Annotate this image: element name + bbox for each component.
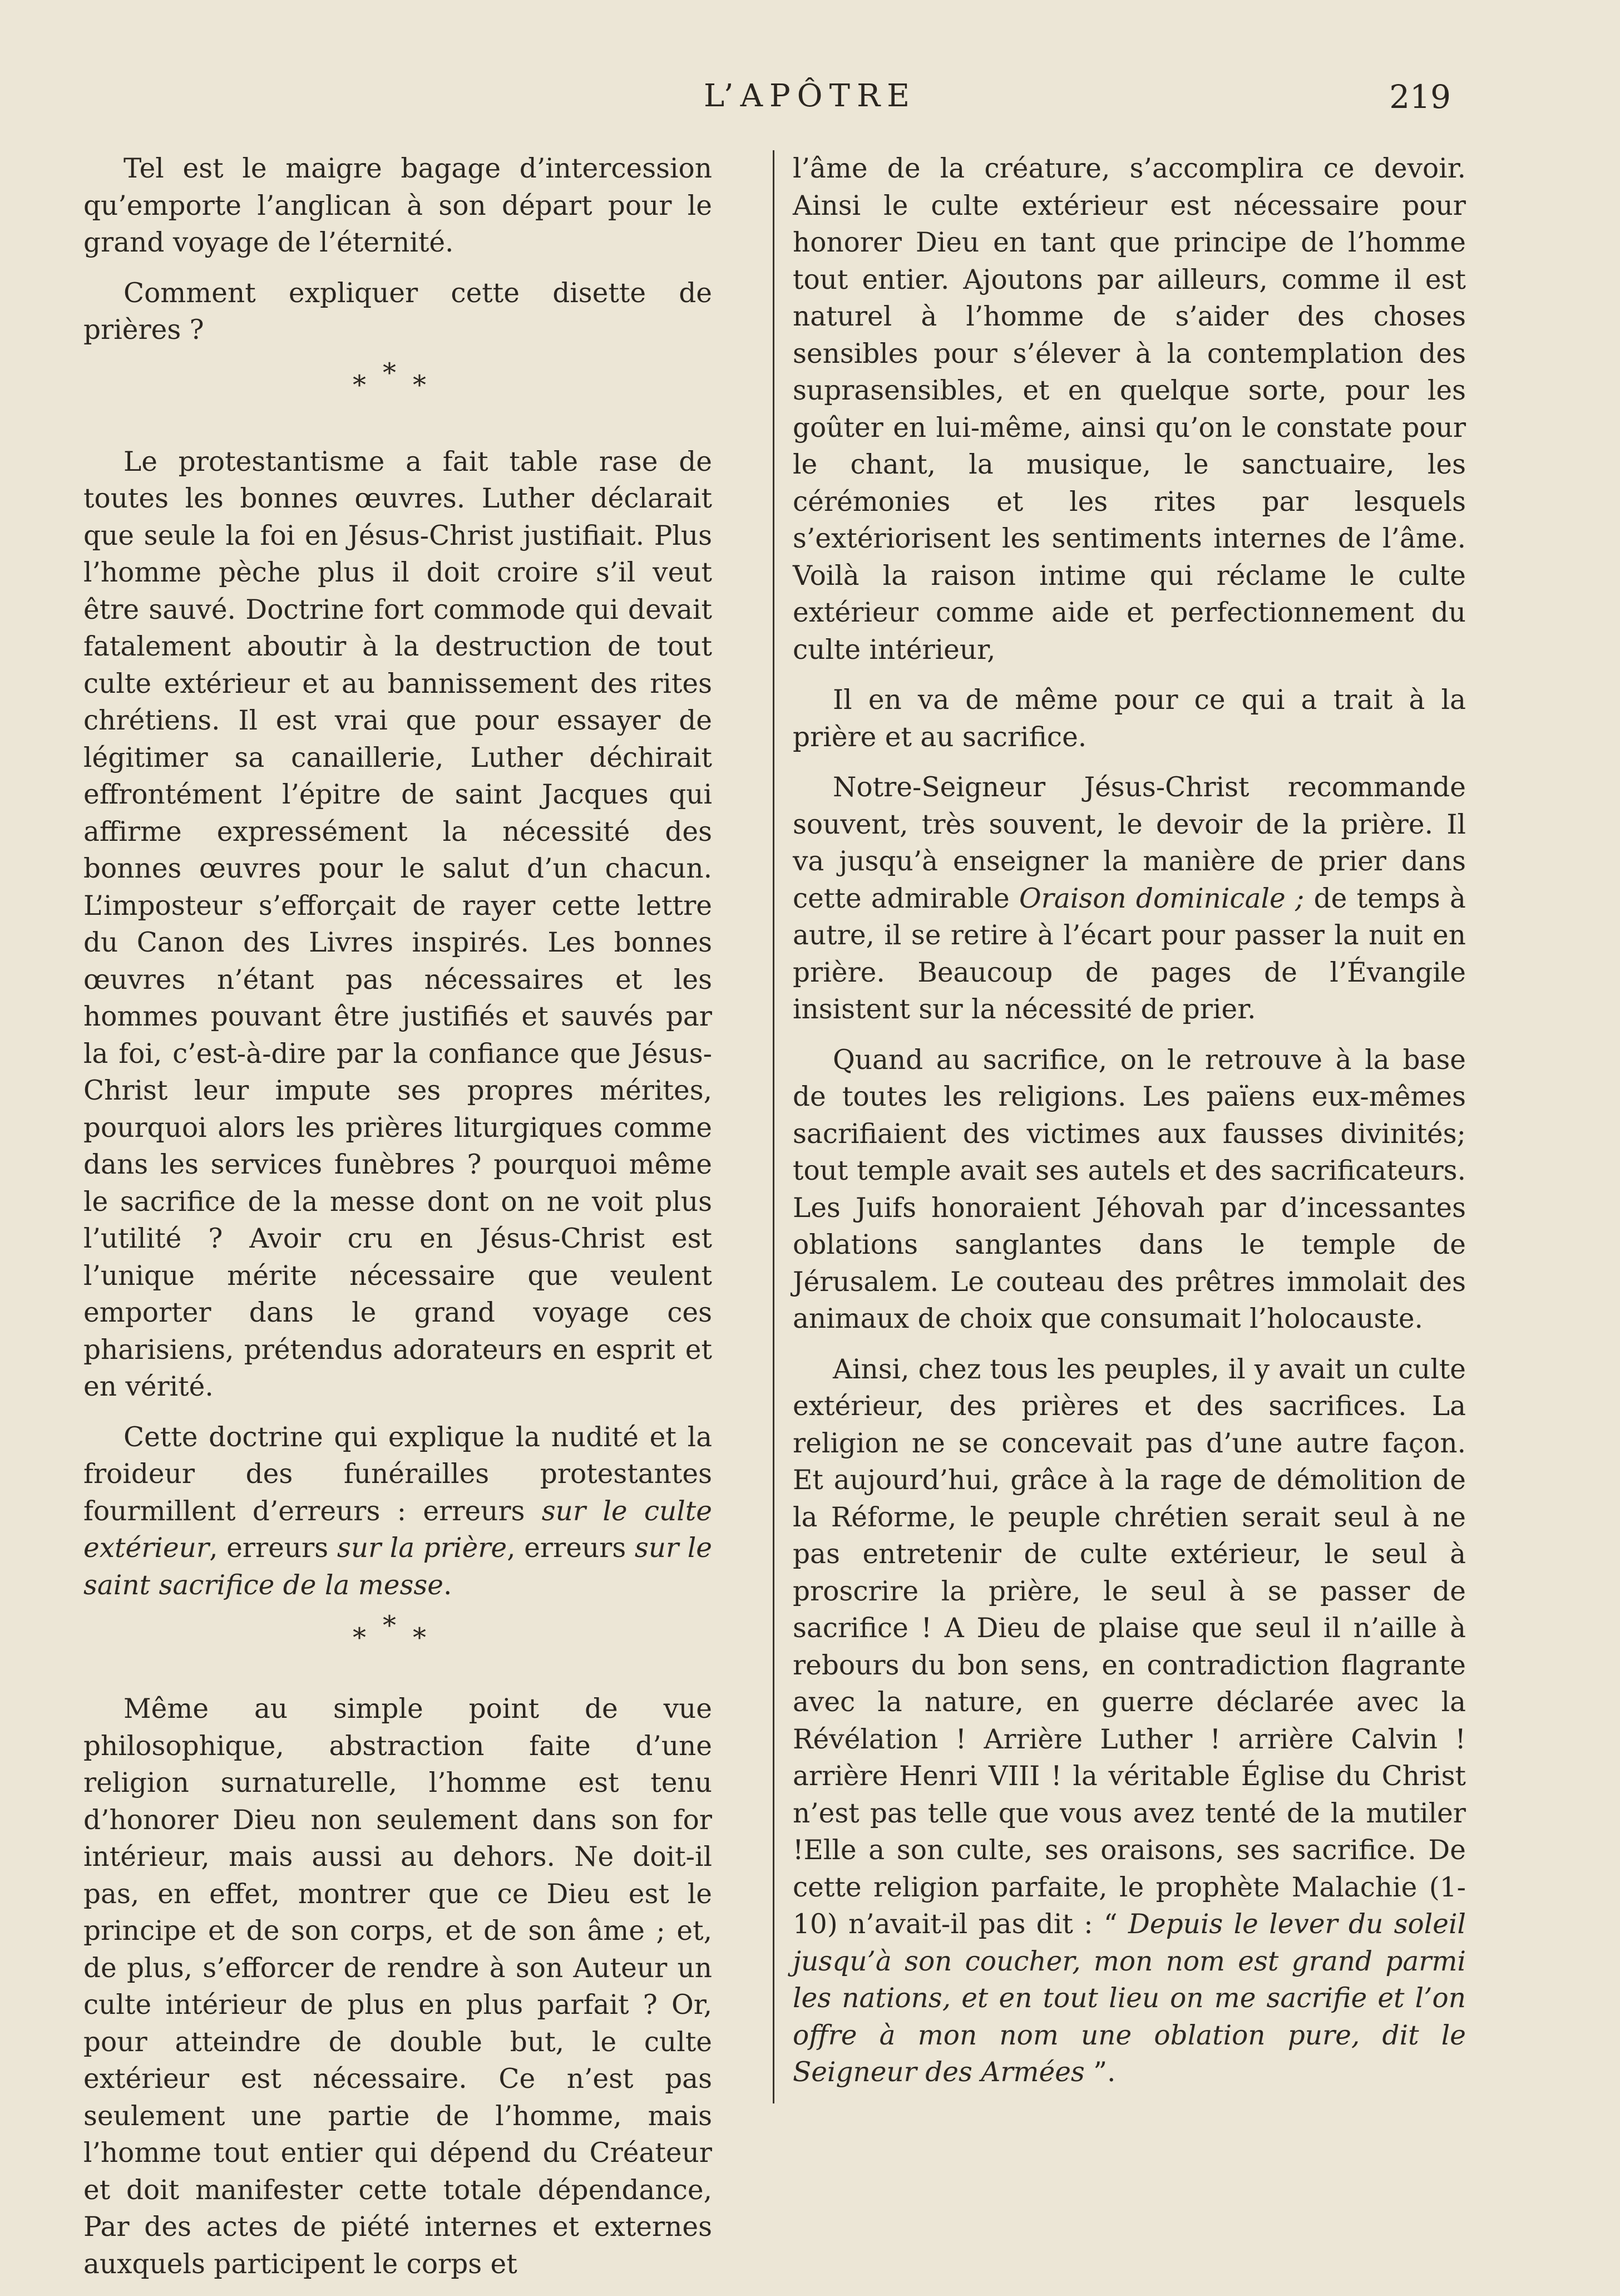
section-separator <box>83 357 712 401</box>
running-head <box>0 78 1620 122</box>
running-title: L’APÔTRE <box>704 78 916 114</box>
italic-run: sur le culte extérieur <box>83 1495 712 1564</box>
text-run: . <box>443 1569 452 1601</box>
right-column <box>793 150 1466 2105</box>
text-run: , erreurs <box>209 1533 337 1564</box>
paragraph <box>793 1351 1466 2091</box>
left-column <box>83 150 712 2296</box>
text-run: , erreurs <box>507 1533 635 1564</box>
paragraph <box>793 769 1466 1028</box>
italic-run: sur la prière <box>337 1533 507 1564</box>
italic-run: sur le saint sacrifice de la messe <box>83 1533 712 1601</box>
text-run: ”. <box>1084 2057 1116 2088</box>
asterisk: * <box>413 369 443 401</box>
column-divider <box>773 150 774 2103</box>
italic-run: Oraison dominicale ; <box>1019 883 1305 914</box>
paragraph: l’âme de la créature, s’accomplira ce devoir. Ainsi le culte extérieur est nécessaire pour honorer Dieu en tant que principe de l’homme tout entier. Ajoutons par ailleurs, comme il est naturel à l’homme de s’aider des choses sensibles pour s’élever à la contemplation des suprasensibles, et en quelque sorte, pour les goûter en lui-même, ainsi qu’on le constate pour le chant, la musique, le sanctuaire, les cérémonies et les rites par lesquels s’extériorisent les sentiments internes de l’âme. Voilà la raison intime qui réclame le culte extérieur comme aide et perfectionnement du culte intérieur, <box>793 153 1466 666</box>
paragraph <box>83 1419 712 1604</box>
paragraph: Même au simple point de vue philosophique, abstraction faite d’une religion surnaturelle, l’homme est tenu d’honorer Dieu non seulement dans son for intérieur, mais aussi au dehors. Ne doit-il pas, en effet, montrer que ce Dieu est le principe et de son corps, et de son âme ; et, de plus, s’efforcer de rendre à son Auteur un culte intérieur de plus en plus parfait ? Or, pour atteindre de double but, le culte extérieur est nécessaire. Ce n’est pas seulement une partie de l’homme, mais l’homme tout entier qui dépend du Créateur et doit manifester cette totale dépendance, Par des actes de piété internes et externes auxquels participent le corps et <box>83 1693 712 2280</box>
paragraph: Tel est le maigre bagage d’intercession qu’emporte l’anglican à son départ pour le grand voyage de l’éternité. <box>83 153 712 258</box>
asterisk: * <box>413 1622 443 1653</box>
italic-run: Depuis le lever du soleil jusqu’à son coucher, mon nom est grand parmi les nations, et en tout lieu on me sacrifie et l’on offre à mon nom une oblation pure, dit le Seigneur des Armées <box>793 1909 1466 2088</box>
asterisk: * <box>383 1610 413 1641</box>
paragraph: Quand au sacrifice, on le retrouve à la base de toutes les religions. Les païens eux-mêmes sacrifiaient des victimes aux fausses divinités; tout temple avait ses autels et des sacrificateurs. Les Juifs honoraient Jéhovah par d’incessantes oblations sanglantes dans le temple de Jérusalem. Le couteau des prêtres immolait des animaux de choix que consumait l’holocauste. <box>793 1044 1466 1334</box>
page-number: 219 <box>1389 78 1451 116</box>
asterisk: * <box>353 1622 383 1653</box>
asterisk: * <box>383 357 413 388</box>
section-separator <box>83 1610 712 1653</box>
paragraph: Il en va de même pour ce qui a trait à la prière et au sacrifice. <box>793 684 1466 753</box>
text-run: Cette doctrine qui explique la nudité et la froideur des funérailles protestantes fourmillent d’erreurs : erreurs <box>83 1421 712 1527</box>
paragraph: Le protestantisme a fait table rase de toutes les bonnes œuvres. Luther déclarait que seule la foi en Jésus-Christ justifiait. Plus l’homme pèche plus il doit croire s’il veut être sauvé. Doctrine fort commode qui devait fatalement aboutir à la destruction de tout culte extérieur et au bannissement des rites chrétiens. Il est vrai que pour essayer de légitimer sa canaillerie, Luther déchirait effrontément l’épitre de saint Jacques qui affirme expressément la nécessité des bonnes œuvres pour le salut d’un chacun. L’imposteur s’efforçait de rayer cette lettre du Canon des Livres inspirés. Les bonnes œuvres n’étant pas nécessaires et les hommes pouvant être justifiés et sauvés par la foi, c’est-à-dire par la confiance que Jésus-Christ leur impute ses propres mérites, pourquoi alors les prières liturgiques comme dans les services funèbres ? pourquoi même le sacrifice de la messe dont on ne voit plus l’utilité ? Avoir cru en Jésus-Christ est l’unique mérite nécessaire que veulent emporter dans le grand voyage ces pharisiens, prétendus adorateurs en esprit et en vérité. <box>83 446 712 1402</box>
text-run: Notre-Seigneur Jésus-Christ recommande souvent, très souvent, le devoir de la prière. Il va jusqu’à enseigner la manière de prier dans cette admirable <box>793 772 1466 914</box>
text-run: de temps à autre, il se retire à l’écart pour passer la nuit en prière. Beaucoup de pages de l’Évangile insistent sur la nécessité de prier. <box>793 883 1466 1025</box>
paragraph: Comment expliquer cette disette de prières ? <box>83 277 712 346</box>
text-run: Ainsi, chez tous les peuples, il y avait un culte extérieur, des prières et des sacrifices. La religion ne se concevait pas d’une autre façon. Et aujourd’hui, grâce à la rage de démolition de la Réforme, le peuple chrétien serait seul à ne pas entretenir de culte extérieur, le seul à proscrire la prière, le seul à se passer de sacrifice ! A Dieu de plaise que seul il n’aille à rebours du bon sens, en contradiction flagrante avec la nature, en guerre déclarée avec la Révélation ! Arrière Luther ! arrière Calvin ! arrière Henri VIII ! la véritable Église du Christ n’est pas telle que vous avez tenté de la mutiler !Elle a son culte, ses oraisons, ses sacrifice. De cette religion parfaite, le prophète Malachie (1-10) n’avait-il pas dit : “ <box>793 1353 1466 1940</box>
asterisk: * <box>353 369 383 401</box>
